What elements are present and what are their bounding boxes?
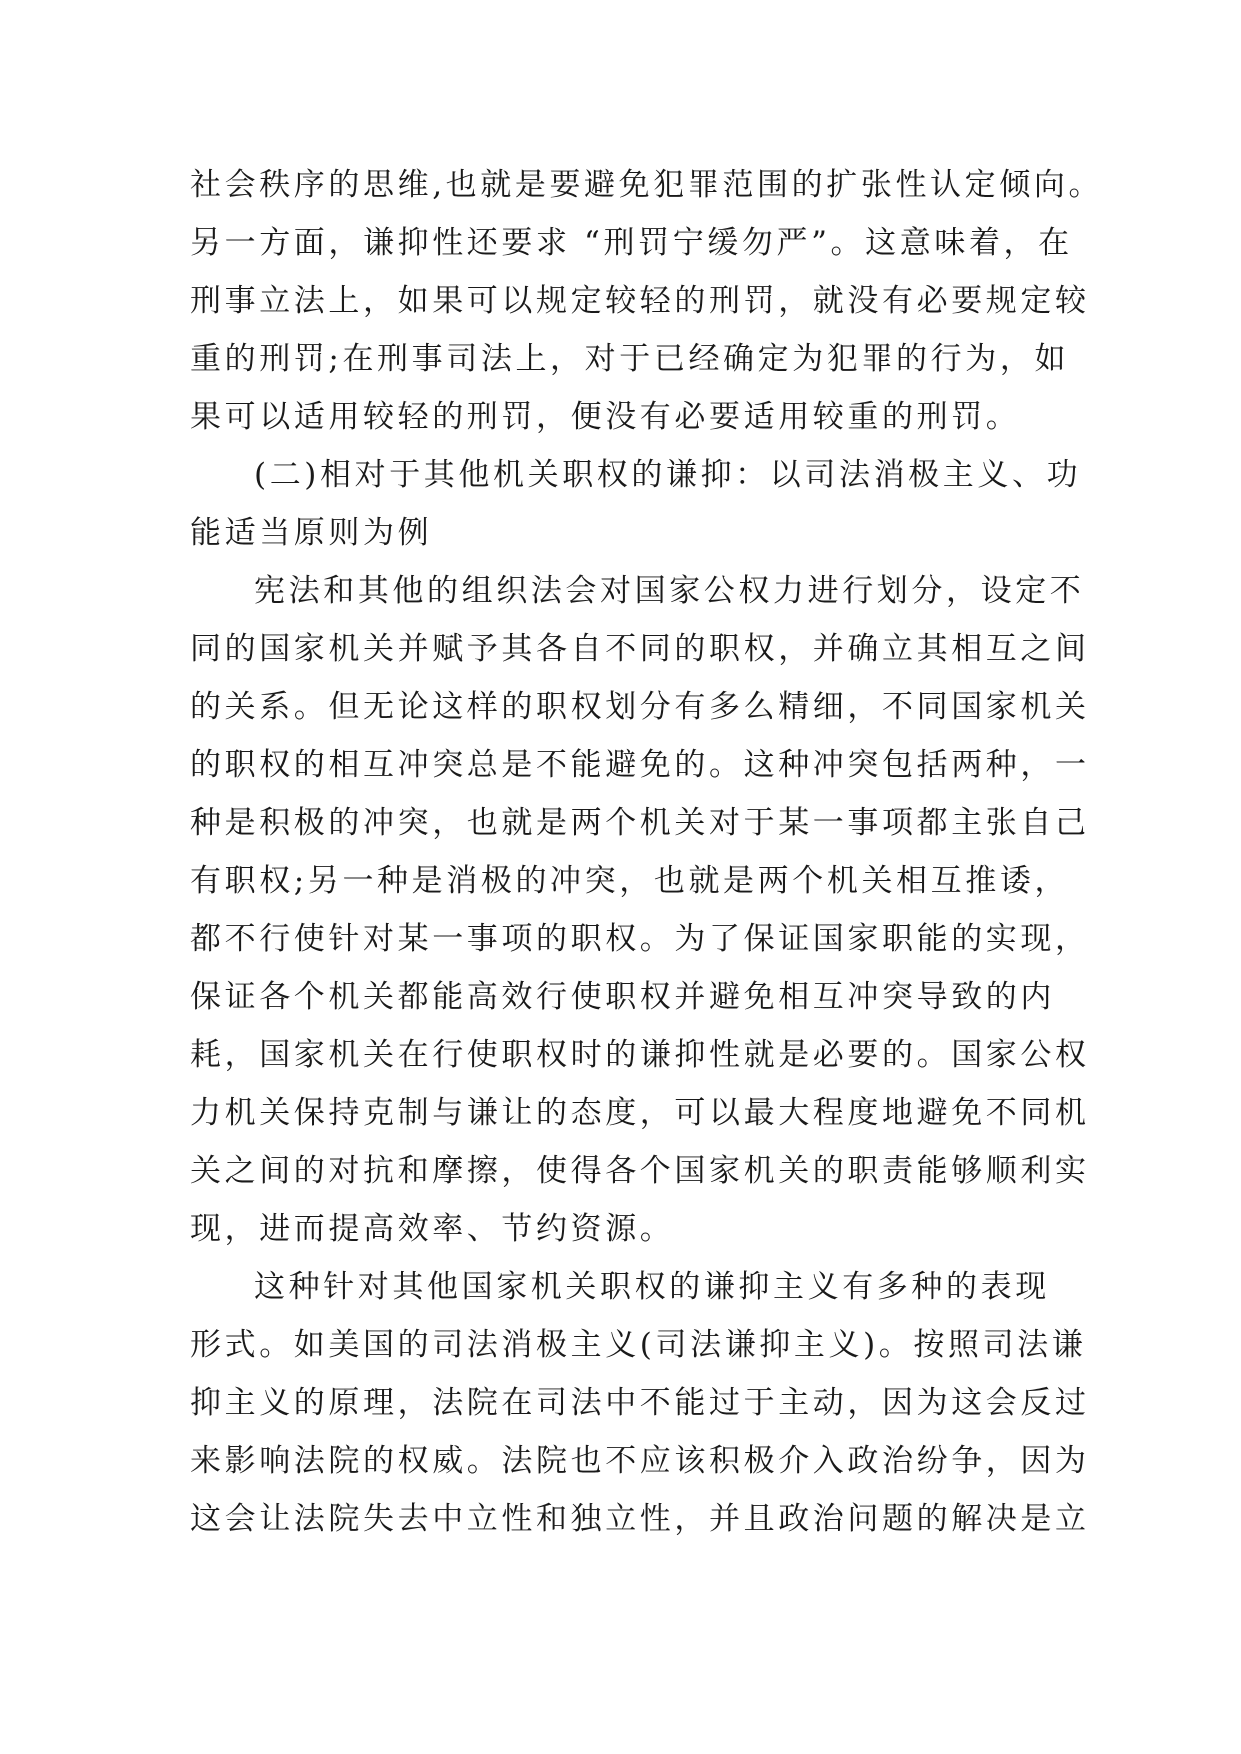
- text-line: 都不行使针对某一事项的职权。为了保证国家职能的实现，: [190, 921, 1090, 957]
- text-line: 的职权的相互冲突总是不能避免的。这种冲突包括两种，一: [190, 747, 1090, 783]
- body-text: [190, 156, 1104, 1548]
- text-line: 力机关保持克制与谦让的态度，可以最大程度地避免不同机: [190, 1095, 1090, 1131]
- section-heading-continued: 能适当原则为例: [190, 515, 433, 551]
- text-line: 抑主义的原理，法院在司法中不能过于主动，因为这会反过: [190, 1385, 1090, 1421]
- text-line: 来影响法院的权威。法院也不应该积极介入政治纷争，因为: [190, 1443, 1090, 1479]
- paragraph-start: 宪法和其他的组织法会对国家公权力进行划分，设定不: [254, 573, 1085, 609]
- text-line: 保证各个机关都能高效行使职权并避免相互冲突导致的内: [190, 979, 1055, 1015]
- text-line: 刑事立法上，如果可以规定较轻的刑罚，就没有必要规定较: [190, 283, 1090, 319]
- text-line: 种是积极的冲突，也就是两个机关对于某一事项都主张自己: [190, 805, 1090, 841]
- text-line: 耗，国家机关在行使职权时的谦抑性就是必要的。国家公权: [190, 1037, 1090, 1073]
- paragraph-start: 这种针对其他国家机关职权的谦抑主义有多种的表现: [254, 1269, 1050, 1305]
- text-line: 重的刑罚;在刑事司法上，对于已经确定为犯罪的行为，如: [190, 341, 1070, 377]
- text-line: 另一方面，谦抑性还要求 “刑罚宁缓勿严”。这意味着，在: [190, 225, 1073, 261]
- text-line: 有职权;另一种是消极的冲突，也就是两个机关相互推诿，: [190, 863, 1070, 899]
- text-line: 社会秩序的思维,也就是要避免犯罪范围的扩张性认定倾向。: [190, 167, 1104, 203]
- text-line: 现，进而提高效率、节约资源。: [190, 1211, 675, 1247]
- text-line: 果可以适用较轻的刑罚，便没有必要适用较重的刑罚。: [190, 399, 1021, 435]
- text-line: 关之间的对抗和摩擦，使得各个国家机关的职责能够顺利实: [190, 1153, 1090, 1189]
- text-line: 的关系。但无论这样的职权划分有多么精细，不同国家机关: [190, 689, 1090, 725]
- text-line: 同的国家机关并赋予其各自不同的职权，并确立其相互之间: [190, 631, 1090, 667]
- text-line: 这会让法院失去中立性和独立性，并且政治问题的解决是立: [190, 1501, 1090, 1537]
- text-line: 形式。如美国的司法消极主义(司法谦抑主义)。按照司法谦: [190, 1327, 1087, 1363]
- section-heading: (二)相对于其他机关职权的谦抑：以司法消极主义、功: [254, 457, 1082, 493]
